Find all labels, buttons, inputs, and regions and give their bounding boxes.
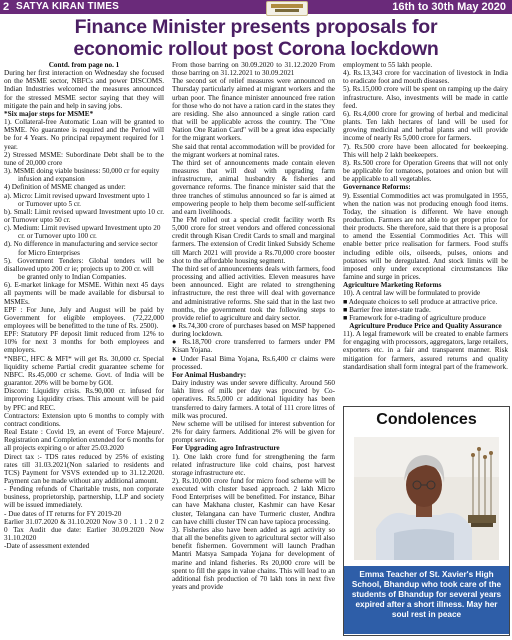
- article-paragraph: 6). Rs.4,000 crore for growing of herbal and medicinal plants. Ten lakh hectares of land will be used for growing medicinal and herbal plants and will provide income of nearly Rs 5,000 crore for farmers.: [343, 109, 508, 143]
- headline-line-1: Finance Minister presents proposals for: [74, 16, 438, 38]
- article-paragraph: infusion and expansion: [18, 175, 85, 184]
- article-paragraph: 6). E-market linkage for MSME. Within next 45 days all payments will be made available for disbursal to MSMEs.: [4, 281, 164, 306]
- article-paragraph: 3). Fisheries also have been added as agri activity so that all the benefits given to agricultural sector will also benefit fishermen. Government will launch Pradhan Mantri Matsya Sampada Yojana for development of marine and inland fisheries. Rs 20,000 crore will be spent to fill the gaps in value chains. This will lead to an additional fish production of 70 lakh tons in next five years and provide: [172, 525, 335, 591]
- article-paragraph: 1). One lakh crore fund for strengthening the farm related infrastructure like cold chains, post harvest storage infrastructure etc.: [172, 452, 335, 477]
- article-paragraph: - Pending refunds of Charitable trusts, non corporate business, proprietorship, partnership, LLP and society will be issued immediately.: [4, 485, 164, 510]
- article-paragraph: Direct tax :- TDS rates reduced by 25% of existing rates till 31.03.2021(Non salaried to residents and TCS) Payment for VSVS extended up to 31.12.2020. Payment can be made without any additional amount.: [4, 452, 164, 485]
- section-heading: For Upgrading agro Infrastructure: [172, 444, 280, 453]
- section-heading: Governance Reforms:: [343, 183, 411, 192]
- article-column-1: [4, 61, 164, 550]
- article-paragraph: cr. or Turnover upto 100 cr.: [18, 232, 97, 241]
- section-heading: Contd. from page no. 1: [48, 61, 120, 69]
- article-paragraph: a). Micro: Limit revised upward Investment upto 1: [4, 191, 151, 200]
- condolence-photo: [354, 437, 499, 560]
- article-paragraph: for Micro Enterprises: [18, 248, 80, 257]
- condolence-caption: Emma Teacher of St. Xavier's High School, Bhandup who took care of the students of Bhandup for several years expired after a short illness. May her soul rest in peace: [351, 570, 502, 619]
- article-paragraph: ● Rs.18,700 crore transferred to farmers under PM Kisan Yojana.: [172, 338, 335, 355]
- article-paragraph: Earlier 31.07.2020 & 31.10.2020 Now 3 0 . 1 1 . 2 0 2 0 Tax Audit due date: Earlier 30.09.2020 Now 31.10.2020: [4, 517, 164, 543]
- headline: [0, 16, 512, 60]
- article-paragraph: EPF : For June, July and August will be paid by Government for eligible employees. (72,22,000 employees will be benefitted to the tune of Rs. 2500).: [4, 305, 164, 330]
- condolence-title: Condolences: [376, 411, 477, 428]
- article-paragraph: 4) Definition of MSME changed as under:: [4, 183, 126, 192]
- article-paragraph: The third set of announcements made contain eleven measures that will deal with upgrading farm infrastructure, animal husbandry & fisheries and governance reforms. The finance minister said that the three tranches of stimulus announced so far is aimed at empowering people to help them become self-sufficient and earn livelihoods.: [172, 158, 335, 216]
- article-paragraph: Discom: Liquidity crisis. Rs.90,000 cr. infused for improving Liquidity crises. This amount will be paid by PFC and REC.: [4, 387, 164, 412]
- article-paragraph: or Turnover upto 5 cr.: [18, 199, 81, 208]
- article-paragraph: She said that rental accommodation will be provided for the migrant workers at nominal rates.: [172, 142, 335, 159]
- article-paragraph: The third set of announcements deals with farmers, food processing and allied activities. Eleven measures have been announced. Eight are related to strengthening infrastructure, the rest three will deal with governance and administrative reforms. She said that in the last two months, the government took the following steps to provide relief to agriculture and dairy sector.: [172, 264, 335, 322]
- article-paragraph: -Date of assessment extended: [4, 542, 90, 551]
- article-paragraph: - Due dates of IT returns for FY 2019-20: [4, 509, 122, 518]
- section-heading: *Six major steps for MSME*: [4, 109, 94, 118]
- paper-logo: [266, 1, 308, 16]
- portrait-image: [354, 437, 499, 560]
- issue-date: 16th to 30th May 2020: [392, 1, 506, 13]
- article-paragraph: 4). Rs.13,343 crore for vaccination of livestock in India to eradicate foot and mouth diseases.: [343, 69, 508, 86]
- article-paragraph: ■ Adequate choices to sell produce at attractive price.: [343, 297, 498, 306]
- article-paragraph: The FM rolled out a special credit facility worth Rs 5,000 crore for street vendors and offered concessional credit through Kisan Credit Cards to small and marginal farmers. The extension of Credit linked Subsidy Scheme till March 2021 will provide a Rs.70,000 crore booster shot to the affordable housing segment.: [172, 215, 335, 265]
- paper-name: SATYA KIRAN TIMES: [16, 1, 120, 12]
- article-paragraph: New scheme will be utilised for interest subvention for 2% for dairy farmers. Additional 2% will be given for prompt service.: [172, 419, 335, 445]
- article-paragraph: EPF: Statutory PF deposit limit reduced from 12% to 10% for next 3 months for both employees and employers.: [4, 330, 164, 355]
- article-paragraph: The second set of relief measures were announced on Thursday particularly aimed at migrant workers and the urban poor. The finance minister announced free ration for those who do not have a ration card in the states they are residing. She also announced a single ration card that will be applicable across the country. The "One Nation One Ration Card" will be a great idea especially for the migrant workers.: [172, 77, 335, 143]
- article-column-2: [172, 61, 335, 591]
- condolence-caption-box: [344, 566, 509, 634]
- headline-line-2: economic rollout post Corona lockdown: [73, 38, 439, 60]
- article-paragraph: Dairy industry was under severe difficulty. Around 560 lakh litres of milk per day was procured by Co-operatives. Rs.5,000 cr additional liquidity has been transferred to dairy farmers. A total of 111 crore litres of milk was procured.: [172, 379, 335, 420]
- section-heading: Agriculture Marketing Reforms: [343, 281, 442, 290]
- article-paragraph: Contractors: Extension upto 6 months to comply with contract conditions.: [4, 411, 164, 428]
- article-paragraph: During her first interaction on Wednesday she focused on the MSME sector, NBFCs and power DISCOMS. Indian Industries welcomed the measures announced for the stressed MSME sector saying that they will mitigate the pain and help in saving jobs.: [4, 69, 164, 110]
- article-paragraph: 5). Rs.15,000 crore will be spent on ramping up the dairy infrastructure. Also, investments will be made in cattle feed.: [343, 85, 508, 110]
- masthead-bar: [0, 0, 512, 14]
- article-paragraph: employment to 55 lakh people.: [343, 61, 433, 69]
- page-number: 2: [3, 1, 10, 13]
- article-paragraph: d). No difference in manufacturing and service sector: [4, 240, 158, 249]
- section-heading: For Animal Husbandry:: [172, 370, 247, 379]
- article-paragraph: 3). MSME doing viable business: 50,000 cr for equity: [4, 167, 160, 176]
- article-paragraph: 5). Government Tenders: Global tenders will be disallowed upto 200 cr ie; projects up to 200 cr. will: [4, 256, 164, 273]
- article-paragraph: c). Medium: Limit revised upward Investment upto 20: [4, 224, 161, 233]
- article-paragraph: 11). A legal framework will be created to enable farmers for engaging with processors, aggregators, large retailers, exporters etc. in a fair and transparent manner. Risk mitigation for farmers, assured returns and quality standardisation shall form integral part of the framework.: [343, 330, 508, 371]
- condolence-box: [343, 406, 510, 636]
- article-paragraph: 8). Rs.500 crore for Operation Greens that will not only be applicable for tomatoes, potatoes and onion but will be applicable to all vegetables.: [343, 158, 508, 184]
- article-paragraph: ■ Barrier free inter-state trade.: [343, 305, 431, 314]
- article-paragraph: ● Rs.74,300 crore of purchases based on MSP happened during lockdown.: [172, 322, 335, 339]
- article-paragraph: ■ Framework for e-trading of agriculture produce: [343, 313, 486, 322]
- section-heading: Agriculture Produce Price and Quality Assurance: [349, 322, 502, 330]
- article-column-3: [343, 61, 508, 371]
- article-paragraph: 2) Stressed MSME: Subordinate Debt shall be to the tune of 20,000 crore: [4, 150, 164, 167]
- article-paragraph: be granted only to Indian Companies.: [18, 273, 127, 282]
- article-paragraph: 10). A central law will be formulated to provide: [343, 289, 481, 298]
- article-paragraph: Real Estate : Covid 19, an event of 'Force Majeure'. Registration and Completion extended for 6 months for all projects expiring o or after 25.03.2020: [4, 428, 164, 453]
- article-paragraph: b). Small: Limit revised upward Investment upto 10 cr. or Turnover upto 50 cr.: [4, 207, 164, 224]
- article-paragraph: ● Under Fasal Bima Yojana, Rs.6,400 cr claims were processed.: [172, 354, 335, 371]
- article-paragraph: *NBFC, HFC & MFI* will get Rs. 30,000 cr. Special liquidity scheme Partial credit guarantee scheme for NBFC. Rs.45,000 cr scheme. Govt. of India will be guarantor. 20% will be borne by GOI.: [4, 354, 164, 388]
- article-paragraph: 2). Rs.10,000 crore fund for micro food scheme will be executed with cluster based approach. 2 lakh Micro Food Enterprises will be benefitted. For instance, Bihar can have Makhana cluster, Kashmir can have Kesar cluster, Telangana can have Turmeric cluster, Andhra can have chilli cluster TN can have tapioca processing.: [172, 476, 335, 526]
- article-paragraph: From those barring on 30.09.2020 to 31.12.2020 From those barring on 31.12.2021 to 30.09.2021: [172, 61, 335, 78]
- article-paragraph: 1). Collateral-free Automatic Loan will be granted to MSME. No guarantee is required and the Period will be for 4 Years. No principal repayment required for 1 year.: [4, 118, 164, 151]
- article-paragraph: 9). Essential Commodities act was promulgated in 1955, when the nation was not producing enough food items. Today, the situation is different. We have enough production. Farmers are not able to get proper price for their products. She therefore, said that there is a proposal to amend the Essential Commodities Act. This will enable better price realisation for farmers. Food stuffs including edible oils, oilseeds, pulses, onions and potatoes will be deregulated. And stock limits will be imposed only under exceptional circumstances like famine and surge in prices.: [343, 191, 508, 282]
- article-paragraph: 7). Rs.500 crore have been allocated for beekeeping. This will help 2 lakh beekeepers.: [343, 142, 508, 159]
